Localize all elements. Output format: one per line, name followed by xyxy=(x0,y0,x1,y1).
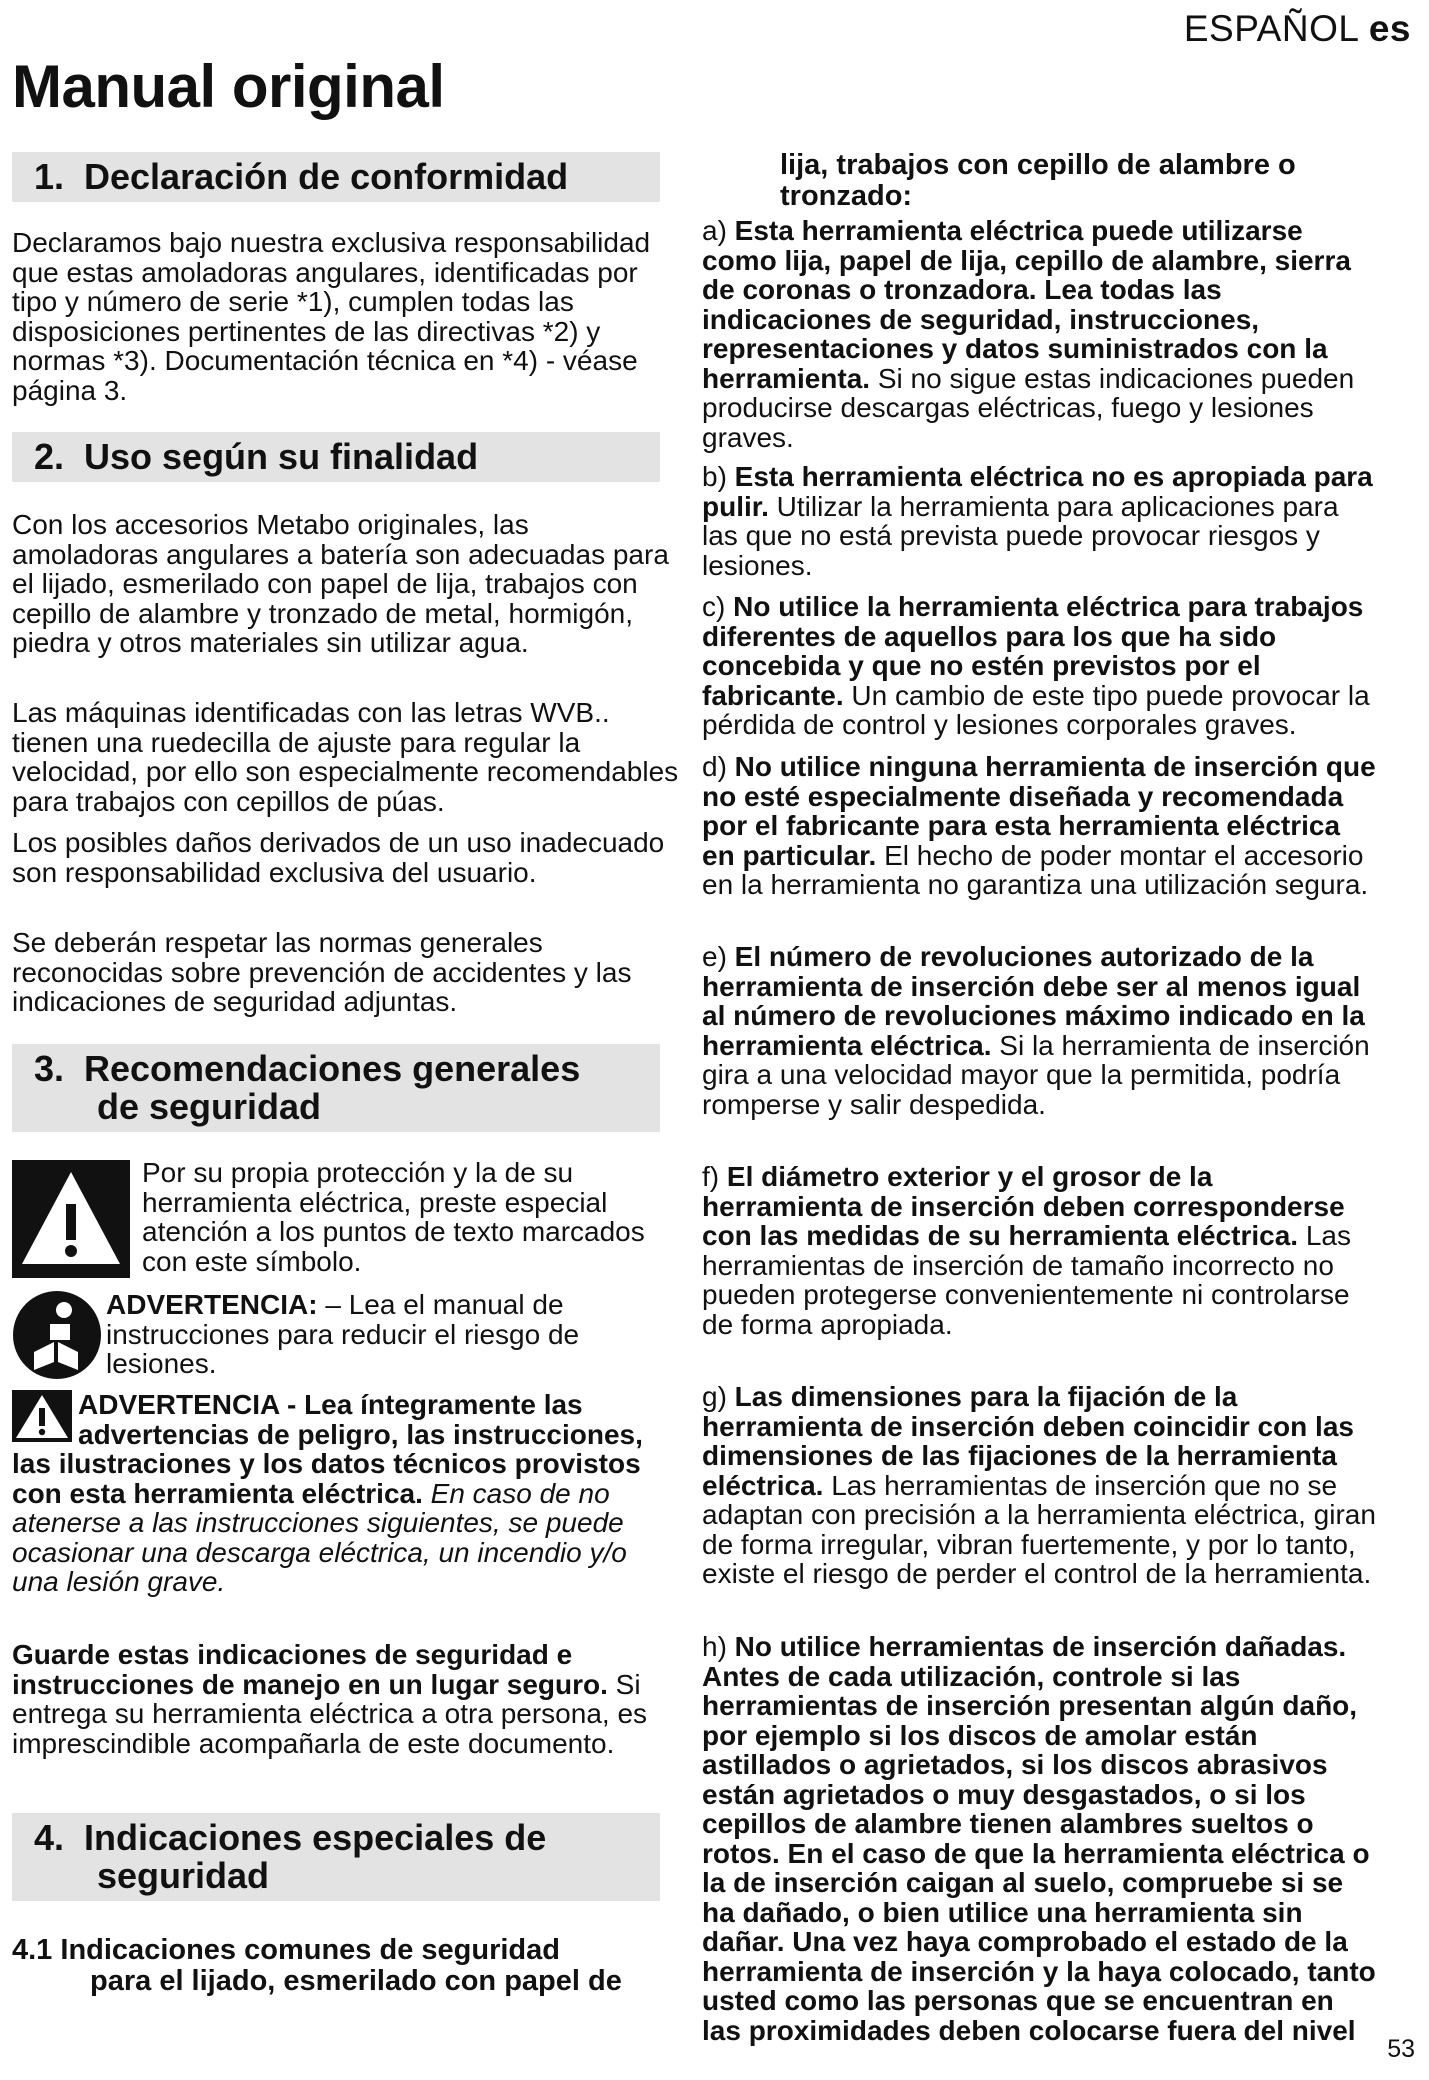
item-bold-text: No utilice la herramienta eléctrica para trabajos diferentes de aquellos para los que ha sido concebida y que no estén previstos por el fabricante. xyxy=(702,591,1364,711)
section-number: 4. xyxy=(34,1817,65,1858)
section-title-continued: de seguridad xyxy=(97,1086,322,1127)
section-title-continued: seguridad xyxy=(97,1855,270,1896)
item-bold-text: No utilice herramientas de inserción dañadas. Antes de cada utilización, controle si las herramientas de inserción presentan algún daño, por ejemplo si los discos de amolar están astillados o agrietados, si los discos abrasivos están agrietados o muy desgastados, o si los cepillos de alambre tienen alambres sueltos o rotos. En el caso de que la herramienta eléctrica o la de inserción caigan al suelo, compruebe si se ha dañado, o bien utilice una herramienta sin dañar. Una vez haya comprobado el estado de la herramienta de inserción y la haya colocado, tanto usted como las personas que se encuentran en las proximidades deben colocarse fuera del nivel xyxy=(702,1631,1376,2046)
item-letter: g) xyxy=(702,1381,727,1412)
section-4-heading xyxy=(12,1813,660,1901)
item-text: Las herramientas de inserción que no se adaptan con precisión a la herramienta eléctrica, giran de forma irregular, vibran fuertemente, y por lo tanto, existe el riesgo de perder el control de la herramienta. xyxy=(702,1469,1376,1589)
item-text: Si no sigue estas indicaciones pueden producirse descargas eléctricas, fuego y lesiones graves. xyxy=(702,362,1355,453)
warning-label: ADVERTENCIA: xyxy=(106,1289,318,1320)
symbol-explanation: Por su propia protección y la de su herramienta eléctrica, preste especial atención a los puntos de texto marcados con este símbolo. xyxy=(142,1157,645,1277)
section-number: 2. xyxy=(34,436,65,477)
item-bold-text: Esta herramienta eléctrica puede utilizarse como lija, papel de lija, cepillo de alambre, sierra de coronas o tronzadora. Lea todas las indicaciones de seguridad, instrucciones, representaciones y datos suministrados con la herramienta. xyxy=(702,215,1351,394)
section-number: 1. xyxy=(34,156,65,197)
subsection-4-1-heading xyxy=(12,1935,680,1997)
page-title: Manual original xyxy=(12,53,445,120)
item-d xyxy=(702,752,1380,900)
section-3-heading xyxy=(12,1044,660,1132)
section-2-paragraph-2: Las máquinas identificadas con las letras WVB.. tienen una ruedecilla de ajuste para regular la velocidad, por ello son especialmente recomendables para trabajos con cepillos de púas. xyxy=(12,697,679,817)
subsection-4-1-continued xyxy=(702,150,1380,212)
item-bold-text: No utilice ninguna herramienta de inserción que no esté especialmente diseñada y recomendada por el fabricante para esta herramienta eléctrica en particular. xyxy=(702,751,1376,871)
section-number: 3. xyxy=(34,1048,65,1089)
item-text: Si la herramienta de inserción gira a una velocidad mayor que la permitida, podría romperse y salir despedida. xyxy=(702,1029,1370,1120)
warning-text: – Lea el manual de instrucciones para reducir el riesgo de lesiones. xyxy=(106,1289,580,1379)
item-letter: f) xyxy=(702,1161,720,1192)
language-code: es xyxy=(1368,8,1411,49)
warning-triangle-small-icon xyxy=(12,1390,72,1442)
language-label xyxy=(1184,8,1411,50)
subsection-title-continued: lija, trabajos con cepillo de alambre o xyxy=(780,149,1296,181)
warning-bold-text: ADVERTENCIA - Lea íntegramente las advertencias de peligro, las instrucciones, las ilustraciones y los datos técnicos provistos con esta herramienta eléctrica. xyxy=(12,1389,643,1509)
section-title: Recomendaciones generales xyxy=(84,1048,581,1089)
item-e xyxy=(702,942,1380,1119)
warning-triangle-icon xyxy=(12,1160,130,1278)
item-letter: d) xyxy=(702,751,727,782)
subsection-title: Indicaciones comunes de seguridad xyxy=(60,1934,560,1966)
item-f xyxy=(702,1162,1380,1339)
warning-read-manual xyxy=(106,1290,680,1379)
item-a xyxy=(702,216,1380,452)
section-1-text: Declaramos bajo nuestra exclusiva responsabilidad que estas amoladoras angulares, identificadas por tipo y número de serie *1), cumplen todas las disposiciones pertinentes de las directivas *2) y normas *3). Documentación técnica en *4) - véase página 3. xyxy=(12,227,651,406)
keep-text: Si entrega su herramienta eléctrica a otra persona, es imprescindible acompañarla de este documento. xyxy=(12,1668,648,1759)
item-letter: a) xyxy=(702,215,727,246)
section-2-paragraph-4: Se deberán respetar las normas generales reconocidas sobre prevención de accidentes y las indicaciones de seguridad adjuntas. xyxy=(12,927,632,1017)
item-bold-text: El número de revoluciones autorizado de la herramienta de inserción debe ser al menos igual al número de revoluciones máximo indicado en la herramienta eléctrica. xyxy=(702,941,1365,1061)
subsection-number: 4.1 xyxy=(12,1934,53,1966)
section-2-heading xyxy=(12,432,660,482)
item-b xyxy=(702,462,1380,580)
item-text: Las herramientas de inserción de tamaño incorrecto no pueden protegerse convenientemente ni controlarse de forma apropiada. xyxy=(702,1220,1351,1340)
item-text: El hecho de poder montar el accesorio en la herramienta no garantiza una utilización segura. xyxy=(702,839,1369,900)
read-manual-icon xyxy=(12,1290,102,1380)
section-2-paragraph-1: Con los accesorios Metabo originales, las amoladoras angulares a batería son adecuadas para el lijado, esmerilado con papel de lija, trabajos con cepillo de alambre y tronzado de metal, hormigón, piedra y otros materiales sin utilizar agua. xyxy=(12,509,669,658)
general-warning-block xyxy=(12,1390,680,1597)
item-letter: b) xyxy=(702,461,727,492)
section-2-paragraph-3: Los posibles daños derivados de un uso inadecuado son responsabilidad exclusiva del usuario. xyxy=(12,827,665,888)
item-h xyxy=(702,1632,1380,2045)
section-title: Indicaciones especiales de xyxy=(84,1817,547,1858)
subsection-title-continued: para el lijado, esmerilado con papel de xyxy=(90,1965,622,1997)
language-name: ESPAÑOL xyxy=(1183,8,1359,49)
item-letter: e) xyxy=(702,941,727,972)
page-number: 53 xyxy=(1387,2035,1415,2063)
warning-italic-text: En caso de no atenerse a las instrucciones siguientes, se puede ocasionar una descarga eléctrica, un incendio y/o una lesión grave. xyxy=(12,1477,627,1597)
item-letter: c) xyxy=(702,591,726,622)
section-title: Uso según su finalidad xyxy=(84,436,479,477)
item-c xyxy=(702,592,1380,740)
item-letter: h) xyxy=(702,1631,727,1662)
section-title: Declaración de conformidad xyxy=(84,156,569,197)
item-bold-text: El diámetro exterior y el grosor de la herramienta de inserción deben corresponderse con las medidas de su herramienta eléctrica. xyxy=(702,1161,1345,1251)
subsection-title-continued: tronzado: xyxy=(780,180,913,212)
item-bold-text: Las dimensiones para la fijación de la herramienta de inserción deben coincidir con las dimensiones de las fijaciones de la herramienta eléctrica. xyxy=(702,1381,1354,1501)
section-1-heading xyxy=(12,152,660,202)
item-text: Utilizar la herramienta para aplicaciones para las que no está prevista puede provocar riesgos y lesiones. xyxy=(702,490,1339,581)
keep-instructions xyxy=(12,1640,680,1758)
item-g xyxy=(702,1382,1380,1589)
item-text: Un cambio de este tipo puede provocar la pérdida de control y lesiones corporales graves. xyxy=(702,679,1370,740)
keep-bold-text: Guarde estas indicaciones de seguridad e instrucciones de manejo en un lugar seguro. xyxy=(12,1639,608,1700)
item-bold-text: Esta herramienta eléctrica no es apropiada para pulir. xyxy=(702,461,1373,522)
